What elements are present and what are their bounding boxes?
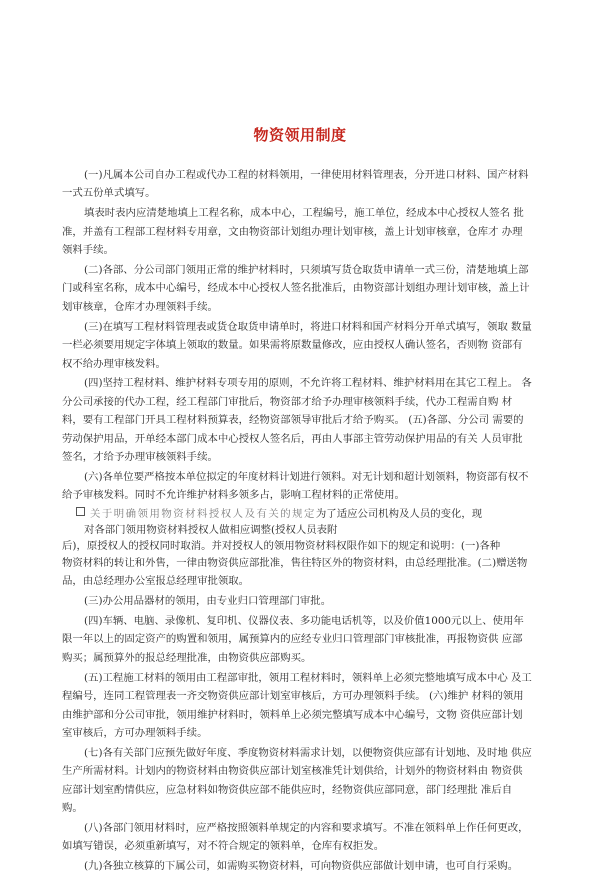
- paragraph-13: (九)各独立核算的下属公司，如需购买物资材料，可向物资供应部做计划申请，也可自行采购。: [84, 860, 519, 873]
- paragraph-4: (三)在填写工程材料管理表或货仓取货申请单时，将进口材料和国产材料分开单式填写，领取 数量一栏必须要用规定字体填上领取的数量。如果需将原数量修改，应由授权人确认签名，否则物 资部有权不给办理审核发料。: [62, 320, 532, 370]
- section-heading: 关于明确领用物资材料授权人及有关的规定: [90, 507, 316, 520]
- paragraph-2: 填表时表内应清楚地填上工程名称，成本中心，工程编号，施工单位，经成本中心授权人签名 批准，并盖有工程部工程材料专用章，文由物资部计划组办理计划审核，盖上计划审核章，仓库才 办理领料手续。: [62, 207, 524, 257]
- paragraph-9: (四)车辆、电脑、录像机、复印机、仪器仪表、多功能电话机等，以及价值1000元以上、使用年限一年以上的固定资产的购置和领用，属预算内的应经专业归口管理部门审核批准，再报物资供 应部购买；属预算外的报总经理批准，由物资供应部购买。: [62, 615, 524, 664]
- paragraph-1: (一)凡属本公司自办工程或代办工程的材料领用，一律使用材料管理表，分开进口材料、国产材料一式五份单式填写。: [62, 169, 529, 200]
- paragraph-3: (二)各部、分公司部门领用正常的维护材料时，只须填写货仓取货申请单一式三份，清楚地填上部门或科室名称，成本中心编号，经成本中心授权人签名批准后，由物资部计划组办理计划审核，盖上计划审核章，仓库才办理领料手续。: [62, 264, 530, 313]
- paragraph-6: (六)各单位要严格按本单位拟定的年度材料计划进行领料。对无计划和超计划领料，物资部有权不给予审核发料。同时不允许维护材料多领多占，影响工程材料的正常使用。: [62, 471, 529, 502]
- document-title: 物资领用制度: [253, 126, 347, 144]
- checkbox-square-icon: [76, 507, 85, 516]
- paragraph-7: 物资材料的转让和外售，一律由物资供应部批准，售往特区外的物资材料，由总经理批准。(二)赠送物品，由总经理办公室报总经理审批领取。: [62, 556, 528, 588]
- section-line-3: 后)，原授权人的授权同时取消。并对授权人的领用物资材料权限作如下的规定和说明：(一)各种: [62, 539, 501, 552]
- section-line-2: 对各部门领用物资材料授权人做相应调整(授权人员表附: [84, 523, 338, 536]
- paragraph-11: (七)各有关部门应预先做好年度、季度物资材料需求计划，以便物资供应部有计划地、及时地 供应生产所需材料。计划内的物资材料由物资供应部计划室核准凭计划供给，计划外的物资材料由 物资供应部计划室酌情供应，应急材料如物资供应部不能供应时，经物资供应部同意，部门经理批 准后自购。: [62, 746, 532, 815]
- paragraph-5: (四)坚持工程材料、维护材料专项专用的原则，不允许将工程材料、维护材料用在其它工程上。 各分公司承接的代办工程，经工程部门审批后，物资部才给予办理审核领料手续，代办工程需自购 材料，要有工程部门开具工程材料预算表，经物资部领导审批后才给予购买。 (五)各部、分公司 需要的劳动保护用品，开单经本部门成本中心授权人签名后，再由人事部主管劳动保护用品的有关 人员审批签名，才给予办理审核领料手续。: [62, 377, 532, 464]
- section-heading-line: [62, 506, 532, 522]
- authorization-section: [62, 506, 532, 554]
- paragraph-12: (八)各部门领用材料时，应严格按照领料单规定的内容和要求填写。不准在领料单上作任何更改，如填写错误，必须重新填写，对不符合规定的领料单，仓库有权拒发。: [62, 822, 529, 853]
- section-heading-rest: 为了适应公司机构及人员的变化，现: [315, 507, 483, 520]
- paragraph-8: (三)办公用品器材的领用，由专业归口管理部门审批。: [84, 595, 332, 608]
- paragraph-10: (五)工程施工材料的领用由工程部审批，领用工程材料时，领料单上必须完整地填写成本中心 及工程编号，连同工程管理表一齐交物资供应部计划室审核后，方可办理领料手续。 (六)维护 材料的领用由维护部和分公司审批，领用维护材料时，领料单上必须完整填写成本中心编号，文物 资供应部计划室审核后，方可办理领料手续。: [62, 671, 532, 739]
- document-body: [62, 166, 532, 876]
